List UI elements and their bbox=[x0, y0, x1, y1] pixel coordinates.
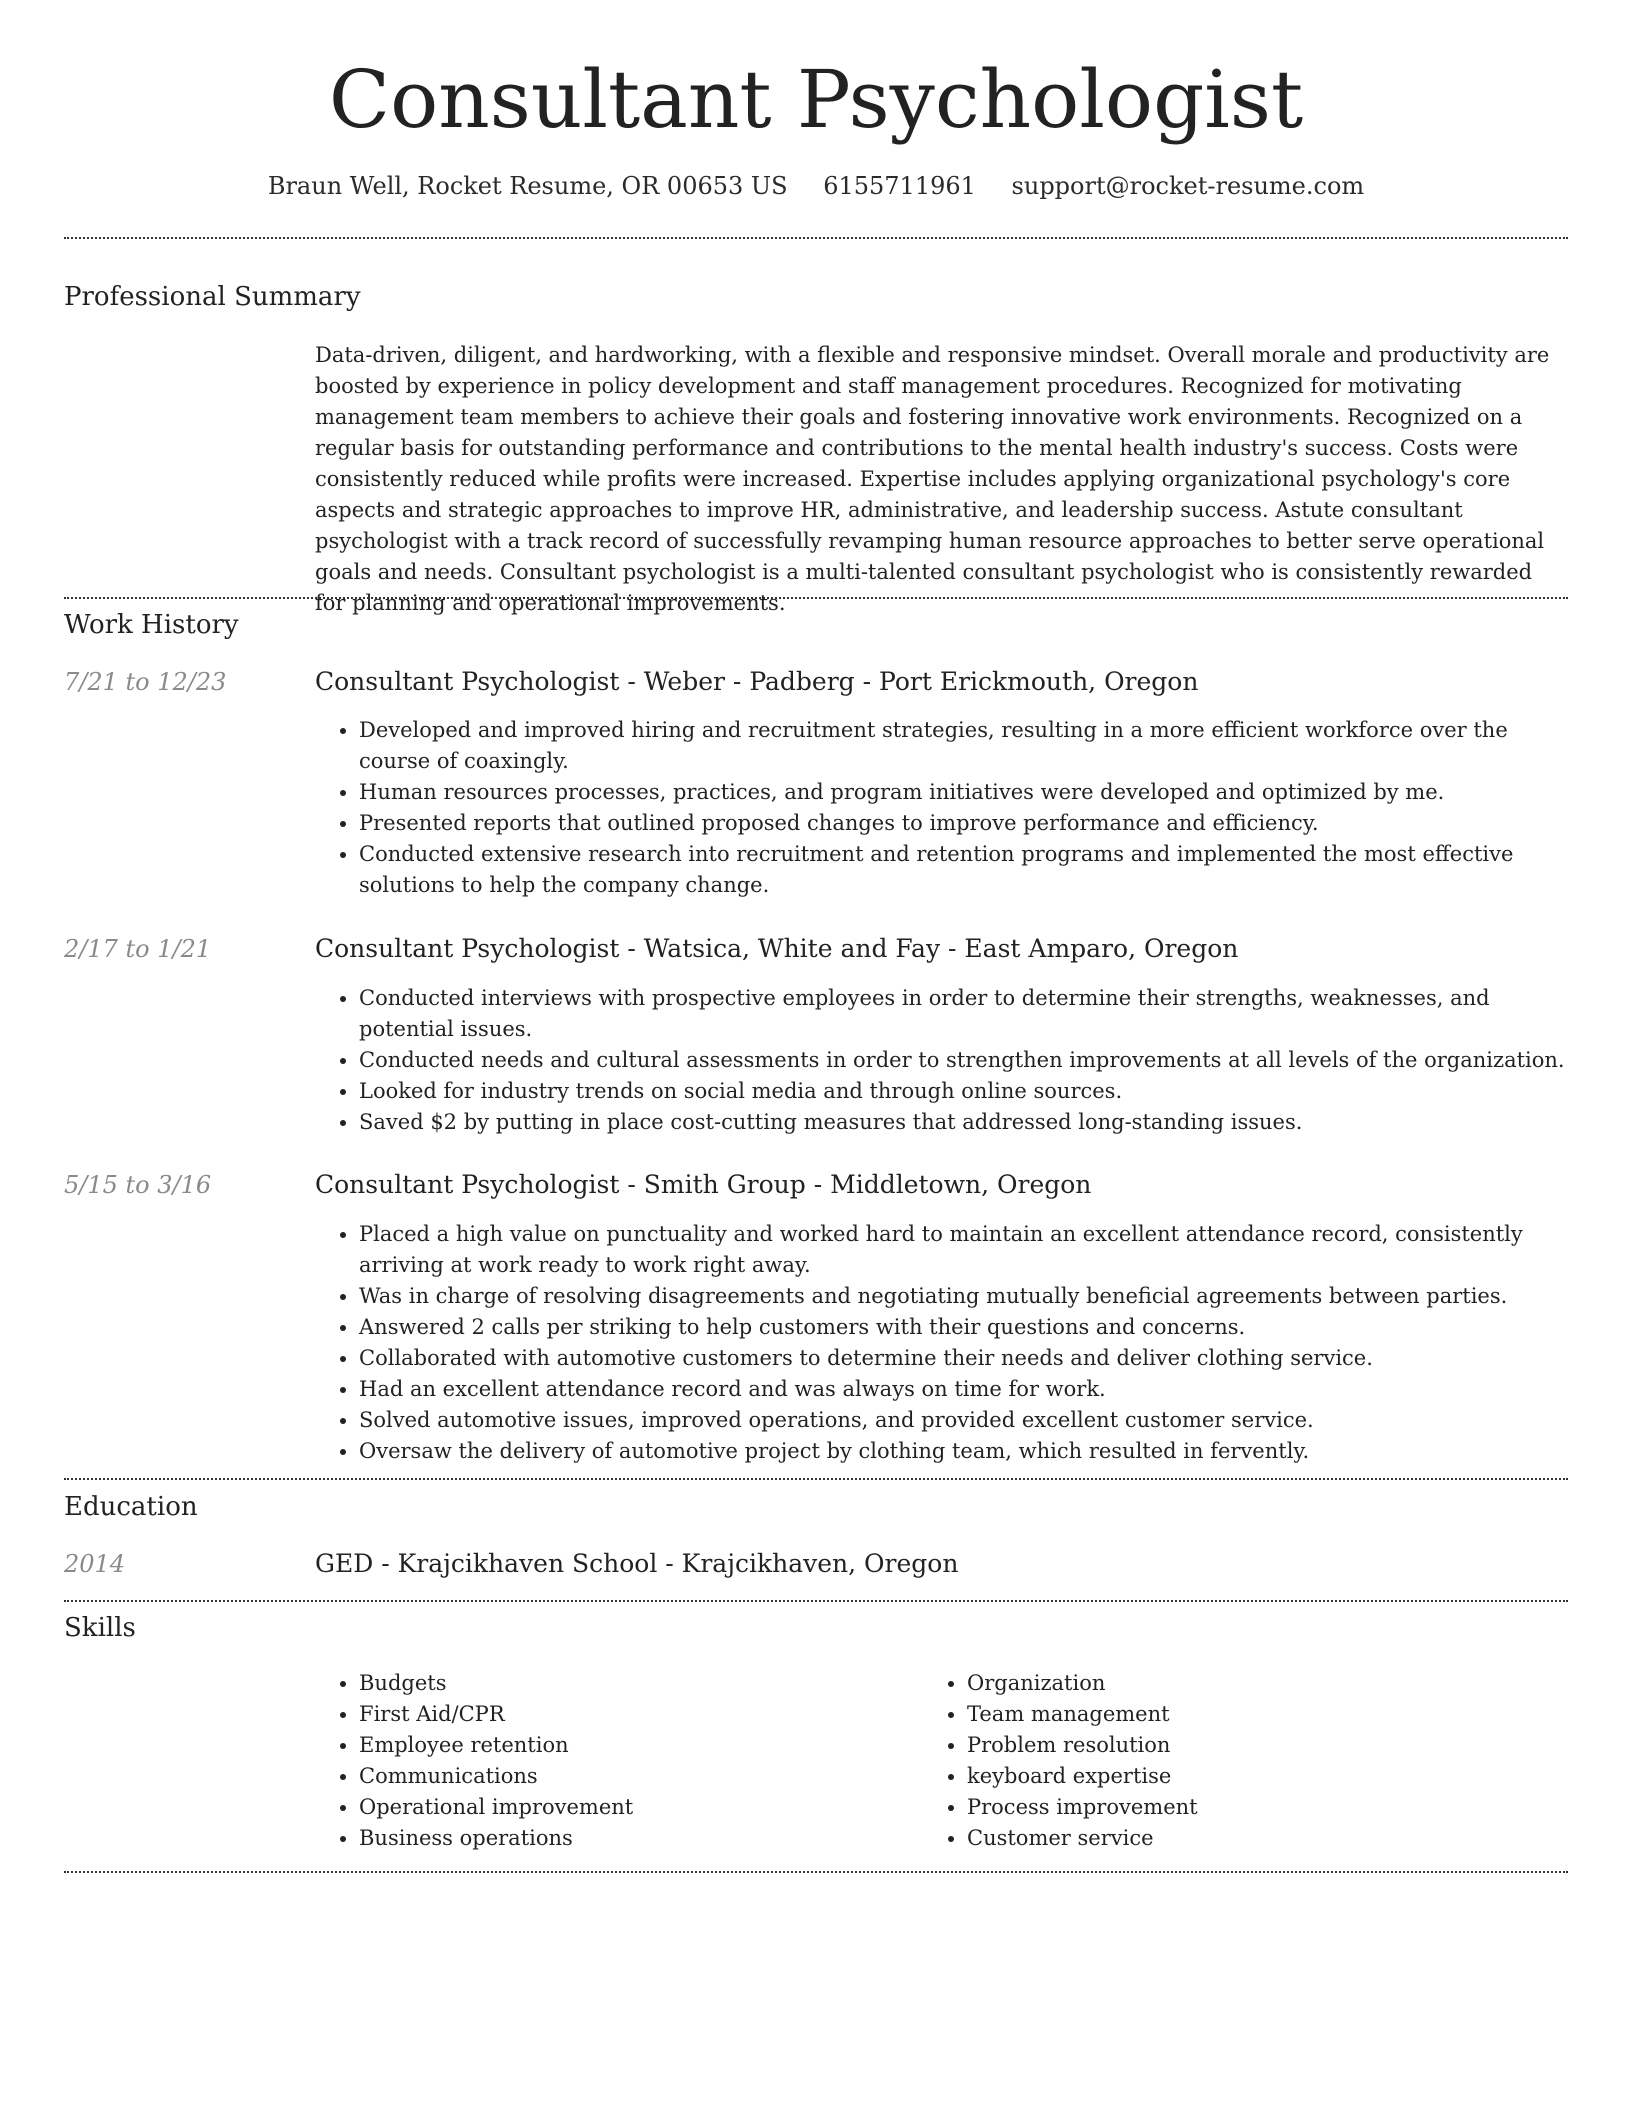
skills-divider bbox=[64, 1871, 1568, 1873]
job-bullet: • Human resources processes, practices, and program initiatives were developed and optimized by me. bbox=[359, 777, 1565, 808]
job-dates: 5/15 to 3/16 bbox=[64, 1171, 212, 1199]
job-bullets bbox=[315, 1219, 1565, 1467]
skill-item: • Problem resolution bbox=[967, 1730, 1523, 1761]
job-bullet: • Answered 2 calls per striking to help customers with their questions and concerns. bbox=[359, 1312, 1565, 1343]
job-dates: 7/21 to 12/23 bbox=[64, 668, 227, 696]
job-bullet: • Placed a high value on punctuality and worked hard to maintain an excellent attendance record, consistently arriving at work ready to work right away. bbox=[359, 1219, 1565, 1281]
contact-address: Braun Well, Rocket Resume, OR 00653 US bbox=[267, 172, 788, 200]
skill-item: • Operational improvement bbox=[359, 1792, 875, 1823]
job-bullet: • Conducted interviews with prospective employees in order to determine their strengths, weaknesses, and potential issues. bbox=[359, 983, 1565, 1045]
job-bullet: • Developed and improved hiring and recruitment strategies, resulting in a more efficient workforce over the course of coaxingly. bbox=[359, 715, 1565, 777]
skills-list-right bbox=[923, 1668, 1523, 1854]
job-bullet: • Was in charge of resolving disagreements and negotiating mutually beneficial agreements between parties. bbox=[359, 1281, 1565, 1312]
job-bullets bbox=[315, 983, 1565, 1138]
job-bullet: • Presented reports that outlined proposed changes to improve performance and efficiency. bbox=[359, 808, 1565, 839]
skills-heading: Skills bbox=[64, 1613, 136, 1643]
job-heading: Consultant Psychologist - Smith Group - Middletown, Oregon bbox=[315, 1170, 1092, 1199]
skill-item: • Customer service bbox=[967, 1823, 1523, 1854]
skill-item: • Process improvement bbox=[967, 1792, 1523, 1823]
skill-item: • keyboard expertise bbox=[967, 1761, 1523, 1792]
skill-item: • Business operations bbox=[359, 1823, 875, 1854]
job-bullets bbox=[315, 715, 1565, 901]
job-bullet: • Oversaw the delivery of automotive project by clothing team, which resulted in fervently. bbox=[359, 1436, 1565, 1467]
work-divider bbox=[64, 1478, 1568, 1480]
job-dates: 2/17 to 1/21 bbox=[64, 935, 212, 963]
education-year: 2014 bbox=[64, 1550, 126, 1578]
skills-list-left bbox=[315, 1668, 875, 1854]
skill-item: • First Aid/CPR bbox=[359, 1699, 875, 1730]
contact-phone: 6155711961 bbox=[823, 172, 976, 200]
header-divider bbox=[64, 237, 1568, 239]
job-heading: Consultant Psychologist - Weber - Padberg - Port Erickmouth, Oregon bbox=[315, 667, 1199, 696]
skill-item: • Budgets bbox=[359, 1668, 875, 1699]
job-bullet: • Collaborated with automotive customers to determine their needs and deliver clothing service. bbox=[359, 1343, 1565, 1374]
contact-email: support@rocket-resume.com bbox=[1011, 172, 1365, 200]
job-bullet: • Conducted extensive research into recruitment and retention programs and implemented the most effective solutions to help the company change. bbox=[359, 839, 1565, 901]
skill-item: • Organization bbox=[967, 1668, 1523, 1699]
skill-item: • Team management bbox=[967, 1699, 1523, 1730]
skill-item: • Communications bbox=[359, 1761, 875, 1792]
job-heading: Consultant Psychologist - Watsica, White and Fay - East Amparo, Oregon bbox=[315, 934, 1239, 963]
summary-divider bbox=[64, 597, 1568, 599]
education-divider bbox=[64, 1600, 1568, 1602]
job-bullet: • Looked for industry trends on social media and through online sources. bbox=[359, 1076, 1565, 1107]
work-history-heading: Work History bbox=[64, 610, 239, 640]
summary-text: Data-driven, diligent, and hardworking, with a flexible and responsive mindset. Overall morale and productivity are boosted by experience in policy development and staff management procedures. Recognized for motivating management team members to achieve their goals and fostering innovative work environments. Recognized on a regular basis for outstanding performance and contributions to the mental health industry's success. Costs were consistently reduced while profits were increased. Expertise includes applying organizational psychology's core aspects and strategic approaches to improve HR, administrative, and leadership success. Astute consultant psychologist with a track record of successfully revamping human resource approaches to better serve operational goals and needs. Consultant psychologist is a multi-talented consultant psychologist who is consistently rewarded for planning and operational improvements. bbox=[315, 343, 1550, 615]
resume-name: Consultant Psychologist bbox=[328, 53, 1304, 146]
summary-heading: Professional Summary bbox=[64, 282, 361, 312]
education-heading-line: GED - Krajcikhaven School - Krajcikhaven, Oregon bbox=[315, 1549, 959, 1578]
job-bullet: • Solved automotive issues, improved operations, and provided excellent customer service. bbox=[359, 1405, 1565, 1436]
education-heading: Education bbox=[64, 1492, 198, 1522]
contact-line bbox=[0, 170, 1632, 202]
job-bullet: • Conducted needs and cultural assessments in order to strengthen improvements at all levels of the organization. bbox=[359, 1045, 1565, 1076]
skill-item: • Employee retention bbox=[359, 1730, 875, 1761]
job-bullet: • Had an excellent attendance record and was always on time for work. bbox=[359, 1374, 1565, 1405]
job-bullet: • Saved $2 by putting in place cost-cutting measures that addressed long-standing issues. bbox=[359, 1107, 1565, 1138]
